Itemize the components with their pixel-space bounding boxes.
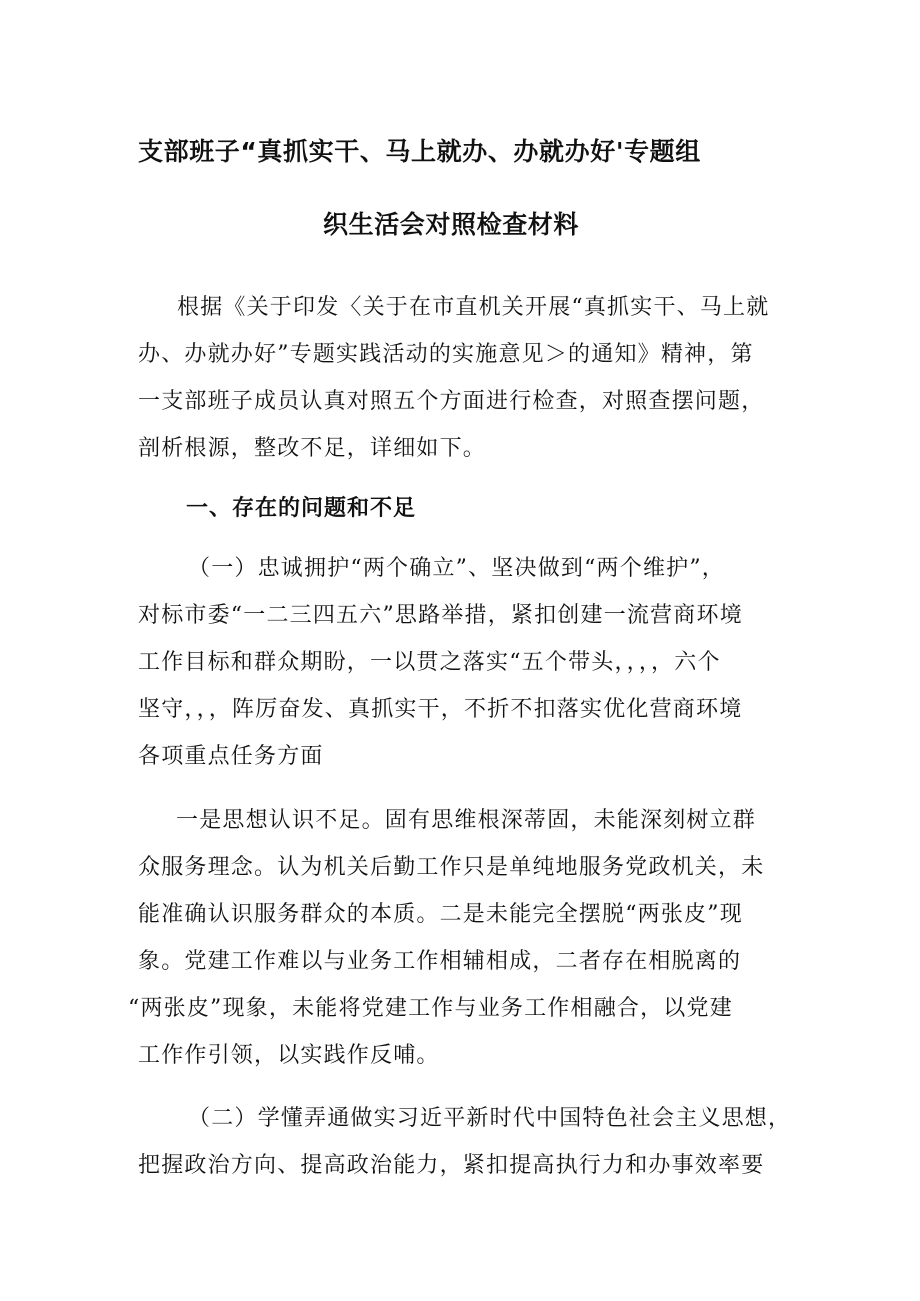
paragraph-line: 众服务理念。认为机关后勤工作只是单纯地服务党政机关，未 [138,855,765,880]
paragraph-line: 一是思想认识不足。固有思维根深蒂固，未能深刻树立群 [176,808,757,833]
intro-line: 剖析根源，整改不足，详细如下。 [138,436,487,461]
document-title-line-2: 织生活会对照检查材料 [323,210,580,239]
paragraph-line: 象。党建工作难以与业务工作相辅相成，二者存在相脱离的 [138,949,742,974]
item-one-line: （一）忠诚拥护“两个确立”、坚决做到“两个维护”， [188,556,725,581]
paragraph-line: 工作作引领，以实践作反哺。 [138,1043,440,1068]
section-heading-problems: 一、存在的问题和不足 [186,496,417,521]
intro-line: 一支部班子成员认真对照五个方面进行检查，对照查摆问题， [138,389,765,414]
intro-line: 办、办就办好”专题实践活动的实施意见＞的通知》精神，第 [138,342,754,367]
document-title-line-1: 支部班子“真抓实干、马上就办、办就办好'专题组 [138,137,701,166]
paragraph-line: “两张皮”现象，未能将党建工作与业务工作相融合，以党建 [128,996,733,1021]
paragraph-line: 能准确认识服务群众的本质。二是未能完全摆脱“两张皮”现 [138,902,743,927]
item-one-line: 工作目标和群众期盼，一以贯之落实“五个带头，，，，六个 [138,650,721,675]
intro-line: 根据《关于印发〈关于在市直机关开展“真抓实干、马上就 [177,295,770,320]
item-one-line: 对标市委“一二三四五六”思路举措，紧扣创建一流营商环境 [138,603,743,628]
item-two-line: 把握政治方向、提高政治能力，紧扣提高执行力和办事效率要 [138,1153,765,1178]
item-one-line: 坚守，，，阵厉奋发、真抓实干，不折不扣落实优化营商环境 [138,697,743,722]
item-two-line: （二）学懂弄通做实习近平新时代中国特色社会主义思想， [188,1106,792,1131]
item-one-line: 各项重点任务方面 [138,744,324,769]
